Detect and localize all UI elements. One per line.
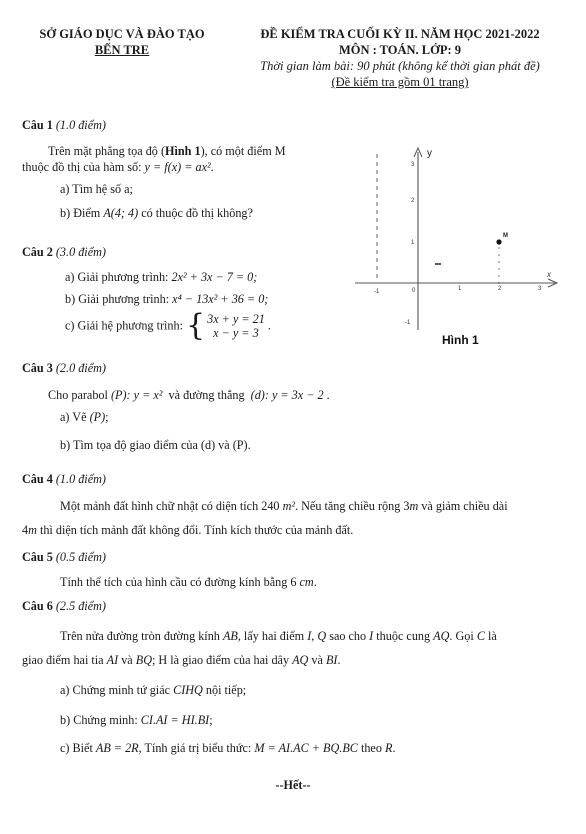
tick-label-x3: 3 xyxy=(538,286,542,292)
q2-part-b: b) Giải phương trình: x⁴ − 13x² + 36 = 0; xyxy=(65,292,269,306)
q6-line2: giao điểm hai tia AI và BQ; H là giao điểm của hai dây AQ và BI. xyxy=(22,653,341,667)
tick-label-y2: 2 xyxy=(411,198,415,204)
q1-heading: Câu 1 (1.0 điểm) xyxy=(22,118,106,132)
x-axis-label: x xyxy=(547,270,551,279)
exam-header-block xyxy=(232,26,568,90)
exam-subject: MÔN : TOÁN. LỚP: 9 xyxy=(338,43,462,57)
tick-label-y1: 1 xyxy=(411,240,415,246)
exam-title: ĐỀ KIỂM TRA CUỐI KỲ II. NĂM HỌC 2021-2022 xyxy=(260,27,540,41)
q2-part-c: c) Giải hệ phương trình: { 3x + y = 21 x − y = 3 . xyxy=(65,308,271,343)
q1-part-a: a) Tìm hệ số a; xyxy=(60,182,133,196)
y-axis-label: y xyxy=(427,148,432,159)
q6-part-b: b) Chứng minh: CI.AI = HI.BI; xyxy=(60,713,213,727)
q3-heading: Câu 3 (2.0 điểm) xyxy=(22,361,106,375)
q6-part-a: a) Chứng minh tứ giác CIHQ nội tiếp; xyxy=(60,683,247,697)
point-m xyxy=(496,239,501,244)
figure-caption: Hình 1 xyxy=(442,333,479,347)
q5-text: Tính thể tích của hình cầu có đường kính bằng 6 cm. xyxy=(60,575,317,589)
q2-heading: Câu 2 (3.0 điểm) xyxy=(22,245,106,259)
tick-label-y-minus1: -1 xyxy=(405,320,411,326)
q4-line2: 4m thì diện tích mảnh đất không đổi. Tính kích thước của mảnh đất. xyxy=(22,523,354,537)
q5-heading: Câu 5 (0.5 điểm) xyxy=(22,550,106,564)
tick-label-origin: 0 xyxy=(412,288,416,294)
q1-part-b: b) Điểm A(4; 4) có thuộc đồ thị không? xyxy=(60,206,253,220)
q4-line1: Một mảnh đất hình chữ nhật có diện tích 240 m². Nếu tăng chiều rộng 3m và giảm chiều dài xyxy=(60,499,508,513)
department-block xyxy=(22,26,222,58)
point-m-label: M xyxy=(503,233,508,239)
tick-label-x2: 2 xyxy=(498,286,502,292)
exam-time-note: Thời gian làm bài: 90 phút (không kể thời gian phát đề) xyxy=(260,59,540,73)
q3-part-b: b) Tìm tọa độ giao điểm của (d) và (P). xyxy=(60,438,251,452)
end-marker: --Hết-- xyxy=(275,778,311,792)
q4-heading: Câu 4 (1.0 điểm) xyxy=(22,472,106,486)
q1-intro-line2: thuộc đồ thị của hàm số: y = f(x) = ax². xyxy=(22,160,214,174)
exam-pages-note: (Đề kiểm tra gồm 01 trang) xyxy=(331,75,469,89)
q2-part-a: a) Giải phương trình: 2x² + 3x − 7 = 0; xyxy=(65,270,258,284)
tick-label-x-minus1: -1 xyxy=(374,289,380,295)
q1-intro-line1: Trên mặt phẳng tọa độ (Hình 1), có một điểm M xyxy=(48,144,286,158)
q6-heading: Câu 6 (2.5 điểm) xyxy=(22,599,106,613)
q2-equation-system: { 3x + y = 21 x − y = 3 xyxy=(186,308,265,343)
coordinate-figure xyxy=(355,140,567,355)
department-name: SỞ GIÁO DỤC VÀ ĐÀO TẠO xyxy=(39,27,205,41)
department-province: BẾN TRE xyxy=(94,43,150,57)
tick-label-y3: 3 xyxy=(411,162,415,168)
tick-label-x1: 1 xyxy=(458,286,462,292)
q6-line1: Trên nửa đường tròn đường kính AB, lấy hai điểm I, Q sao cho I thuộc cung AQ. Gọi C là xyxy=(60,629,497,643)
q3-part-a: a) Vẽ (P); xyxy=(60,410,109,424)
q6-part-c: c) Biết AB = 2R, Tính giá trị biểu thức: M = AI.AC + BQ.BC theo R. xyxy=(60,741,396,755)
q3-intro: Cho parabol (P): y = x² và đường thẳng (d): y = 3x − 2 . xyxy=(48,388,330,402)
